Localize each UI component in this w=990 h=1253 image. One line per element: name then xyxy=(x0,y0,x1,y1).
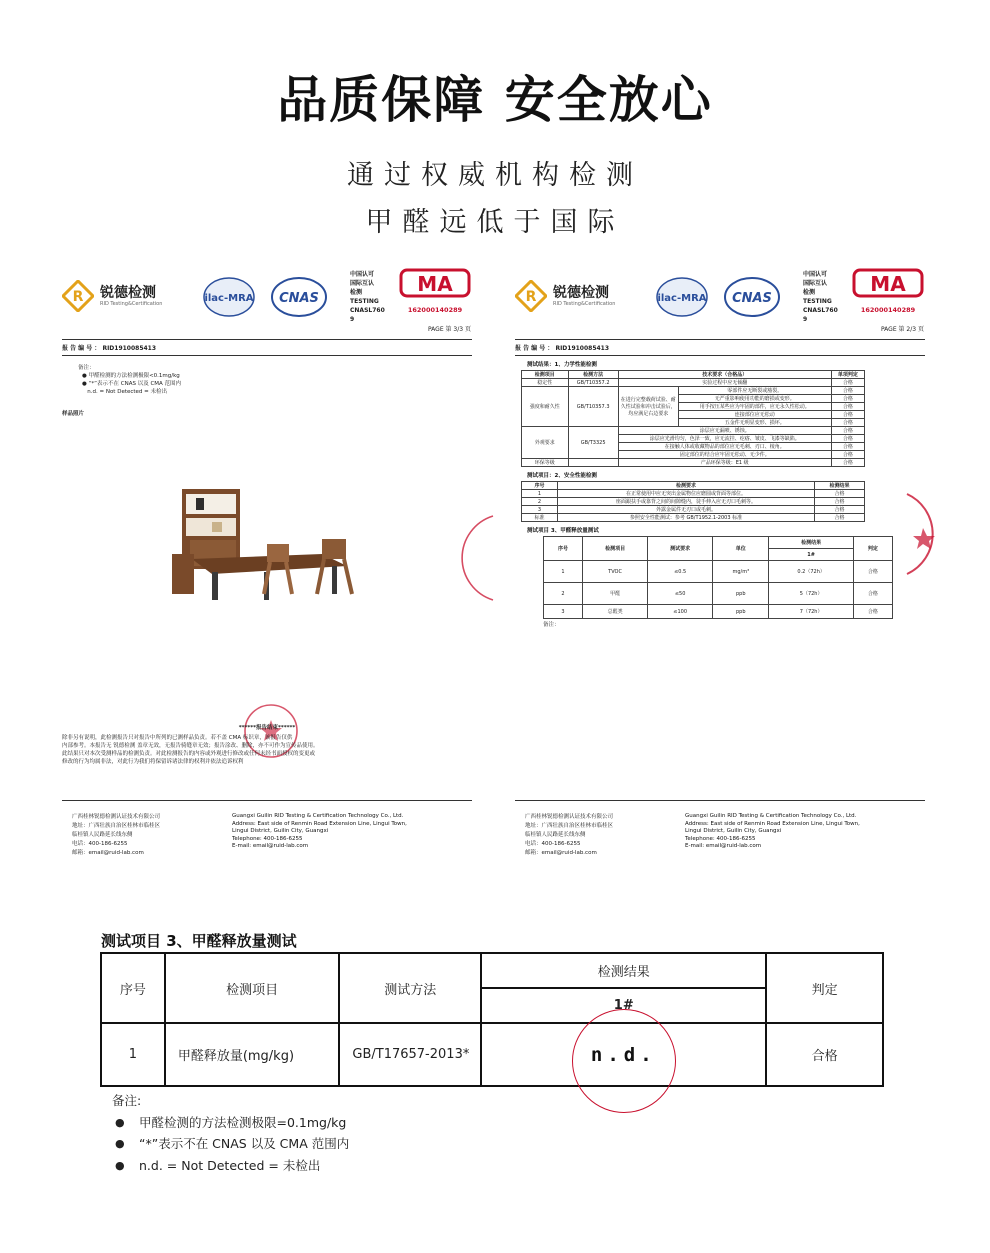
cma-number: 162000140289 xyxy=(407,306,463,314)
table-row: 用手按压某些应为牢固的部件，应无永久性松动。 合格 xyxy=(522,403,865,411)
col-header-sample: 1# xyxy=(481,988,766,1023)
cnas-label: CNAS xyxy=(279,291,319,306)
table-row: 连接部位应无松动 合格 xyxy=(522,411,865,419)
accreditation-text: 中国认可 国际互认 检测 TESTING CNASL760 9 xyxy=(350,271,385,323)
report-header xyxy=(62,262,472,337)
ilac-label: ilac-MRA xyxy=(204,293,254,304)
table-row: 3 总醛类 ≤100 ppb 7（72h） 合格 xyxy=(544,605,893,619)
col-header-result: 检测结果 xyxy=(481,953,766,988)
note-item: ● 甲醛检测的方法检测极限<0.1mg/kg xyxy=(82,373,180,379)
section-title: 测试项目 3、甲醛释放量测试 xyxy=(527,528,599,534)
report-number: 报 告 编 号 ： RID1910085413 xyxy=(515,340,925,356)
col-header-item: 检测项目 xyxy=(165,953,340,1023)
brand-sub: RID Testing&Certification xyxy=(100,301,163,307)
row-item: 甲醛释放量(mg/kg) xyxy=(165,1023,340,1086)
ma-label: MA xyxy=(417,272,453,296)
footer-cn: 广西桂林锐德检测认证技术有限公司 地址：广西壮族自治区桂林市临桂区 临桂镇人民路延长线东侧 电话：400-186-6255 邮箱：email@ruid-lab.com xyxy=(525,814,614,856)
table-row: 五金件无明显变形、损坏。 合格 xyxy=(522,419,865,427)
note-item: ● 甲醛检测的方法检测极限=0.1mg/kg xyxy=(115,1112,349,1134)
report-page-left xyxy=(62,262,472,887)
row-index: 1 xyxy=(101,1023,165,1086)
ilac-label: ilac-MRA xyxy=(657,293,707,304)
report-footer xyxy=(62,800,472,856)
row-method: GB/T17657-2013* xyxy=(339,1023,481,1086)
brand-sub: RID Testing&Certification xyxy=(553,301,616,307)
brand-name: 锐德检测 xyxy=(553,285,609,301)
mechanical-test-table: 检测项目 检测方法 技术要求（合格品） 单项判定 稳定性 GB/T10357.2 实验过程中应无倾翻 合格 强度和耐久性 GB/T10357.3 在进行完整载荷试验、耐久性试验和冲击试验后，均应满足右边要求 零部件应无断裂或豁裂。 合格 无严重影响使用功能的磨损或变形。 合格 用手按压某些应为牢固的部件，应无永久性松动。 合格 连接部位应无松动 合格 五金件无明显变形、损坏。 合格 外观要求 GB/T3325 涂层应无漏喷、锈蚀。 合格 涂层应光滑均匀，色泽一致，应无流挂、疙瘩、皱皮、飞漆等缺陷。 合格 在接触人体或收藏物品的部位应无毛刺、刃口、棱角。 合格 固定部位的结合应牢固无松动、无少件。 合格 环保等级 产品环保等级：E1 级 合格 xyxy=(521,370,865,467)
table-row: 外观要求 GB/T3325 涂层应无漏喷、锈蚀。 合格 xyxy=(522,427,865,435)
ilac-mra-icon xyxy=(655,276,709,318)
table-row: 标准 参照安全性能测试：参考 GB/T1952.1-2003 标准 合格 xyxy=(522,514,865,522)
table-row: 固定部位的结合应牢固无松动、无少件。 合格 xyxy=(522,451,865,459)
cnas-icon xyxy=(723,276,781,318)
cma-number: 162000140289 xyxy=(860,306,916,314)
section-title: 测试项目：2、安全性能检测 xyxy=(527,473,597,479)
note-item: n.d. = Not Detected = 未检出 xyxy=(87,389,168,395)
table-row: 强度和耐久性 GB/T10357.3 在进行完整载荷试验、耐久性试验和冲击试验后，均应满足右边要求 零部件应无断裂或豁裂。 合格 xyxy=(522,387,865,395)
note-title: 备注： xyxy=(78,365,95,371)
cnas-icon xyxy=(270,276,328,318)
page-number: PAGE 第 3/3 页 xyxy=(427,326,471,333)
disclaimer-text: 除非另有说明，此检测报告只对报告中所列的已测样品负责。若不盖 CMA 标识章，该报告仅供 内部参考。本报告无 锐德检测 盖章无效，无报告骑缝章无效；报告涂改、删除，亦不可作为宣传品使用。 此结果只对本次受测样品的检测负责。对此检测报告的内容或外观进行修改或任何未经书面授权的变更或 修改的行为均属非法，对此行为我们将保留诉诸法律的权利并依法追诉权利 xyxy=(62,735,319,765)
footer-cn: 广西桂林锐德检测认证技术有限公司 地址：广西壮族自治区桂林市临桂区 临桂镇人民路延长线东侧 电话：400-186-6255 邮箱：email@ruid-lab.com xyxy=(72,814,161,856)
formaldehyde-mini-table: 序号 检测项目 测试要求 单位 检测结果 判定 1# 1 TVOC ≤0.5 mg/m³ 0.2（72h） 合格 2 甲醛 ≤50 ppb 5（72h） 合格 3 总醛类 ≤100 ppb 7（72h） 合格 xyxy=(543,536,893,619)
highlight-circle xyxy=(572,1009,676,1113)
table-row: 2 座面跟扶手或靠背之间的间隙缝内，徒手伸入应无刃口毛刺等。 合格 xyxy=(522,498,865,506)
note-item: ● “*”表示不在 CNAS 以及 CMA 范围内 xyxy=(115,1133,349,1155)
cma-icon xyxy=(852,268,924,298)
table-row xyxy=(101,1023,883,1086)
rid-logo-icon xyxy=(515,280,547,312)
table-row: 3 外露金属件无刃口或毛刺。 合格 xyxy=(522,506,865,514)
rid-logo-icon xyxy=(62,280,94,312)
row-verdict: 合格 xyxy=(766,1023,883,1086)
partial-seal-icon xyxy=(455,512,495,604)
svg-text:R: R xyxy=(525,289,537,305)
table-row: 在接触人体或收藏物品的部位应无毛刺、刃口、棱角。 合格 xyxy=(522,443,865,451)
ilac-mra-icon xyxy=(202,276,256,318)
subline-formaldehyde: 甲醛远低于国际 xyxy=(365,207,625,238)
partial-seal-icon xyxy=(905,490,950,578)
note-item: ● n.d. = Not Detected = 未检出 xyxy=(115,1155,349,1177)
cnas-label: CNAS xyxy=(732,291,772,306)
col-header-verdict: 判定 xyxy=(766,953,883,1023)
page-headline: 品质保障 安全放心 xyxy=(277,71,713,129)
ma-label: MA xyxy=(870,272,906,296)
table-row: 无严重影响使用功能的磨损或变形。 合格 xyxy=(522,395,865,403)
notes-section xyxy=(112,1090,350,1176)
formaldehyde-test-title: 测试项目 3、甲醛释放量测试 xyxy=(101,932,297,950)
footer-en: Guangxi Guilin RID Testing & Certification Technology Co., Ltd. Address: East side of Renmin Road Extension Line, Lingui Town, Lingui District, Guilin City, Guangxi Telephone: 400-186-6255 E-mail: email@ruid-lab.com xyxy=(232,813,407,849)
section-title: 测试结果：1、力学性能检测 xyxy=(527,362,597,368)
report-page-right xyxy=(515,262,925,887)
report-header xyxy=(515,262,925,337)
note-item: ● “*”表示不在 CNAS 以及 CMA 范围内 xyxy=(82,381,182,387)
accreditation-text: 中国认可 国际互认 检测 TESTING CNASL760 9 xyxy=(803,271,838,323)
footer-en: Guangxi Guilin RID Testing & Certification Technology Co., Ltd. Address: East side of Renmin Road Extension Line, Lingui Town, Lingui District, Guilin City, Guangxi Telephone: 400-186-6255 E-mail: email@ruid-lab.com xyxy=(685,813,860,849)
report-end-marker: ******报告结束****** xyxy=(238,725,296,731)
report-number: 报 告 编 号 ： RID1910085413 xyxy=(62,340,472,356)
col-header-index: 序号 xyxy=(101,953,165,1023)
table-row: 1 TVOC ≤0.5 mg/m³ 0.2（72h） 合格 xyxy=(544,561,893,583)
bullet-icon: ● xyxy=(115,1137,125,1150)
col-header-method: 测试方法 xyxy=(339,953,481,1023)
result-value: n.d. xyxy=(590,1043,657,1066)
sample-photo-label: 样品照片 xyxy=(62,411,85,417)
svg-text:R: R xyxy=(72,289,84,305)
formaldehyde-result-table xyxy=(100,952,884,1087)
table-row: 1 在正常使用中应无突出金属物位应磨圆或背面等部位。 合格 xyxy=(522,490,865,498)
table-row: 环保等级 产品环保等级：E1 级 合格 xyxy=(522,459,865,467)
page-number: PAGE 第 2/3 页 xyxy=(880,326,924,333)
furniture-sample-image xyxy=(172,484,362,604)
brand-name: 锐德检测 xyxy=(100,285,156,301)
table-row: 涂层应光滑均匀，色泽一致，应无流挂、疙瘩、皱皮、飞漆等缺陷。 合格 xyxy=(522,435,865,443)
bullet-icon: ● xyxy=(115,1158,125,1172)
note-title: 备注： xyxy=(543,622,560,628)
table-row: 稳定性 GB/T10357.2 实验过程中应无倾翻 合格 xyxy=(522,379,865,387)
bullet-icon: ● xyxy=(115,1115,125,1129)
cma-icon xyxy=(399,268,471,298)
report-footer xyxy=(515,800,925,856)
safety-test-table: 序号 检测要求 检测结果 1 在正常使用中应无突出金属物位应磨圆或背面等部位。 合格 2 座面跟扶手或靠背之间的间隙缝内，徒手伸入应无刃口毛刺等。 合格 3 外露金属件无刃口或毛刺。 合格 标准 参照安全性能测试：参考 GB/T1952.1-2003 标准 合格 xyxy=(521,481,865,522)
notes-title: 备注: xyxy=(112,1093,142,1108)
subline-inspection: 通过权威机构检测 xyxy=(347,160,643,191)
row-result xyxy=(481,1023,766,1086)
table-row: 2 甲醛 ≤50 ppb 5（72h） 合格 xyxy=(544,583,893,605)
